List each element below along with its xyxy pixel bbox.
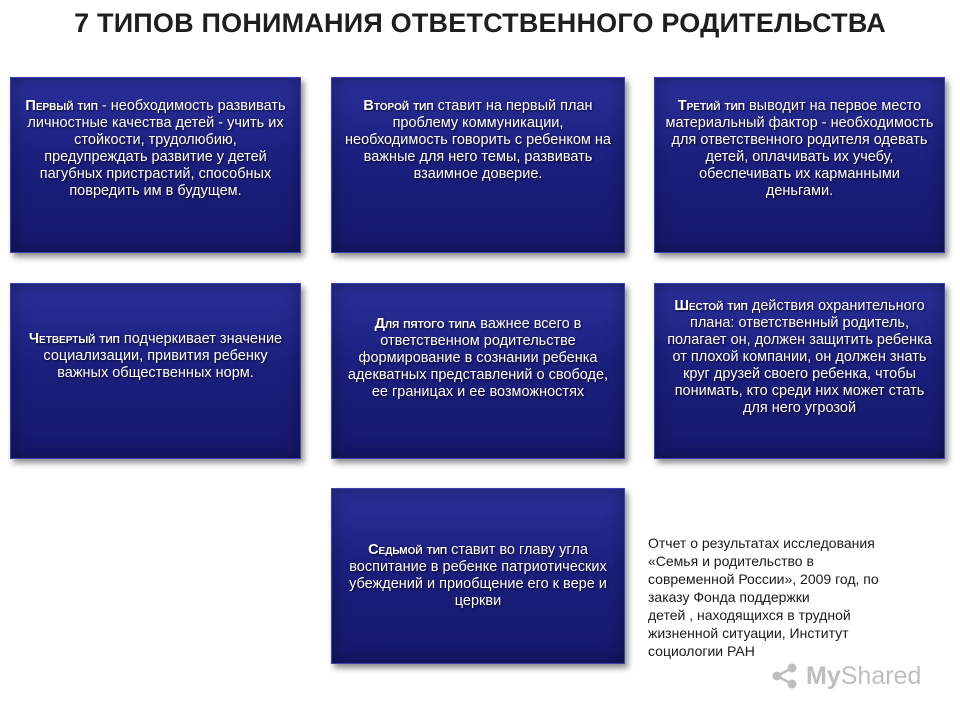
source-line: Отчет о результатах исследования xyxy=(648,535,875,551)
type-card-4 xyxy=(10,283,301,459)
watermark-logo xyxy=(770,660,921,692)
type-card-body: ставит во главу угла воспитание в ребенке патриотических убеждений и приобщение его к вере и церкви xyxy=(349,542,607,609)
type-card-lead: Четвертый тип xyxy=(28,330,120,347)
type-card-lead: Третий тип xyxy=(677,98,745,114)
type-card-text xyxy=(21,331,290,382)
type-card-body: важнее всего в ответственном родительстве формирование в сознании ребенка адекватных представлений о свободе, ее границах и ее возможностях xyxy=(347,316,609,400)
type-card-6 xyxy=(654,283,945,459)
type-card-text xyxy=(665,298,934,417)
type-card-1 xyxy=(10,77,301,253)
watermark-light: Shared xyxy=(840,661,922,690)
type-card-text xyxy=(342,316,614,401)
source-line: детей , находящихся в трудной xyxy=(648,607,851,623)
type-card-text xyxy=(665,98,934,200)
type-card-text xyxy=(342,542,614,610)
share-icon xyxy=(770,661,800,691)
type-card-lead: Первый тип xyxy=(25,98,98,114)
type-card-3 xyxy=(654,77,945,253)
source-line: социологии РАН xyxy=(648,643,755,659)
source-line: «Семья и родительство в xyxy=(648,553,814,569)
type-card-body: подчеркивает значение социализации, привития ребенку важных общественных норм. xyxy=(43,330,283,381)
source-line: заказу Фонда поддержки xyxy=(648,589,810,605)
watermark-text xyxy=(806,662,921,691)
type-card-body: действия охранительного плана: ответственный родитель, полагает он, должен защитить ребенка от плохой компании, он должен знать круг друзей своего ребенка, чтобы понимать, кто среди них может стать для него угрозой xyxy=(667,298,932,416)
type-card-body: ставит на первый план проблему коммуникации, необходимость говорить с ребенком на важные для него темы, развивать взаимное доверие. xyxy=(345,98,611,182)
source-note xyxy=(648,534,938,660)
type-card-lead: Для пятого типа xyxy=(374,316,477,332)
type-card-text xyxy=(342,98,614,183)
type-card-body: - необходимость развивать личностные качества детей - учить их стойкости, трудолюбию, предупреждать развитие у детей пагубных пристрастий, способных повредить им в будущем. xyxy=(27,98,286,199)
type-card-text xyxy=(21,98,290,200)
source-line: современной России», 2009 год, по xyxy=(648,571,879,587)
watermark-bold: My xyxy=(806,661,841,690)
type-card-2 xyxy=(331,77,625,253)
type-card-lead: Седьмой тип xyxy=(368,542,448,558)
type-card-7 xyxy=(331,488,625,664)
type-card-body: выводит на первое место материальный фактор - необходимость для ответственного родителя одевать детей, оплачивать их учебу, обеспечивать их карманными деньгами. xyxy=(665,98,934,199)
page-title: 7 ТИПОВ ПОНИМАНИЯ ОТВЕТСТВЕННОГО РОДИТЕЛЬСТВА xyxy=(74,8,886,38)
type-card-lead: Второй тип xyxy=(363,98,434,114)
type-card-5 xyxy=(331,283,625,459)
source-line: жизненной ситуации, Институт xyxy=(648,625,849,641)
type-card-lead: Шестой тип xyxy=(674,298,748,314)
